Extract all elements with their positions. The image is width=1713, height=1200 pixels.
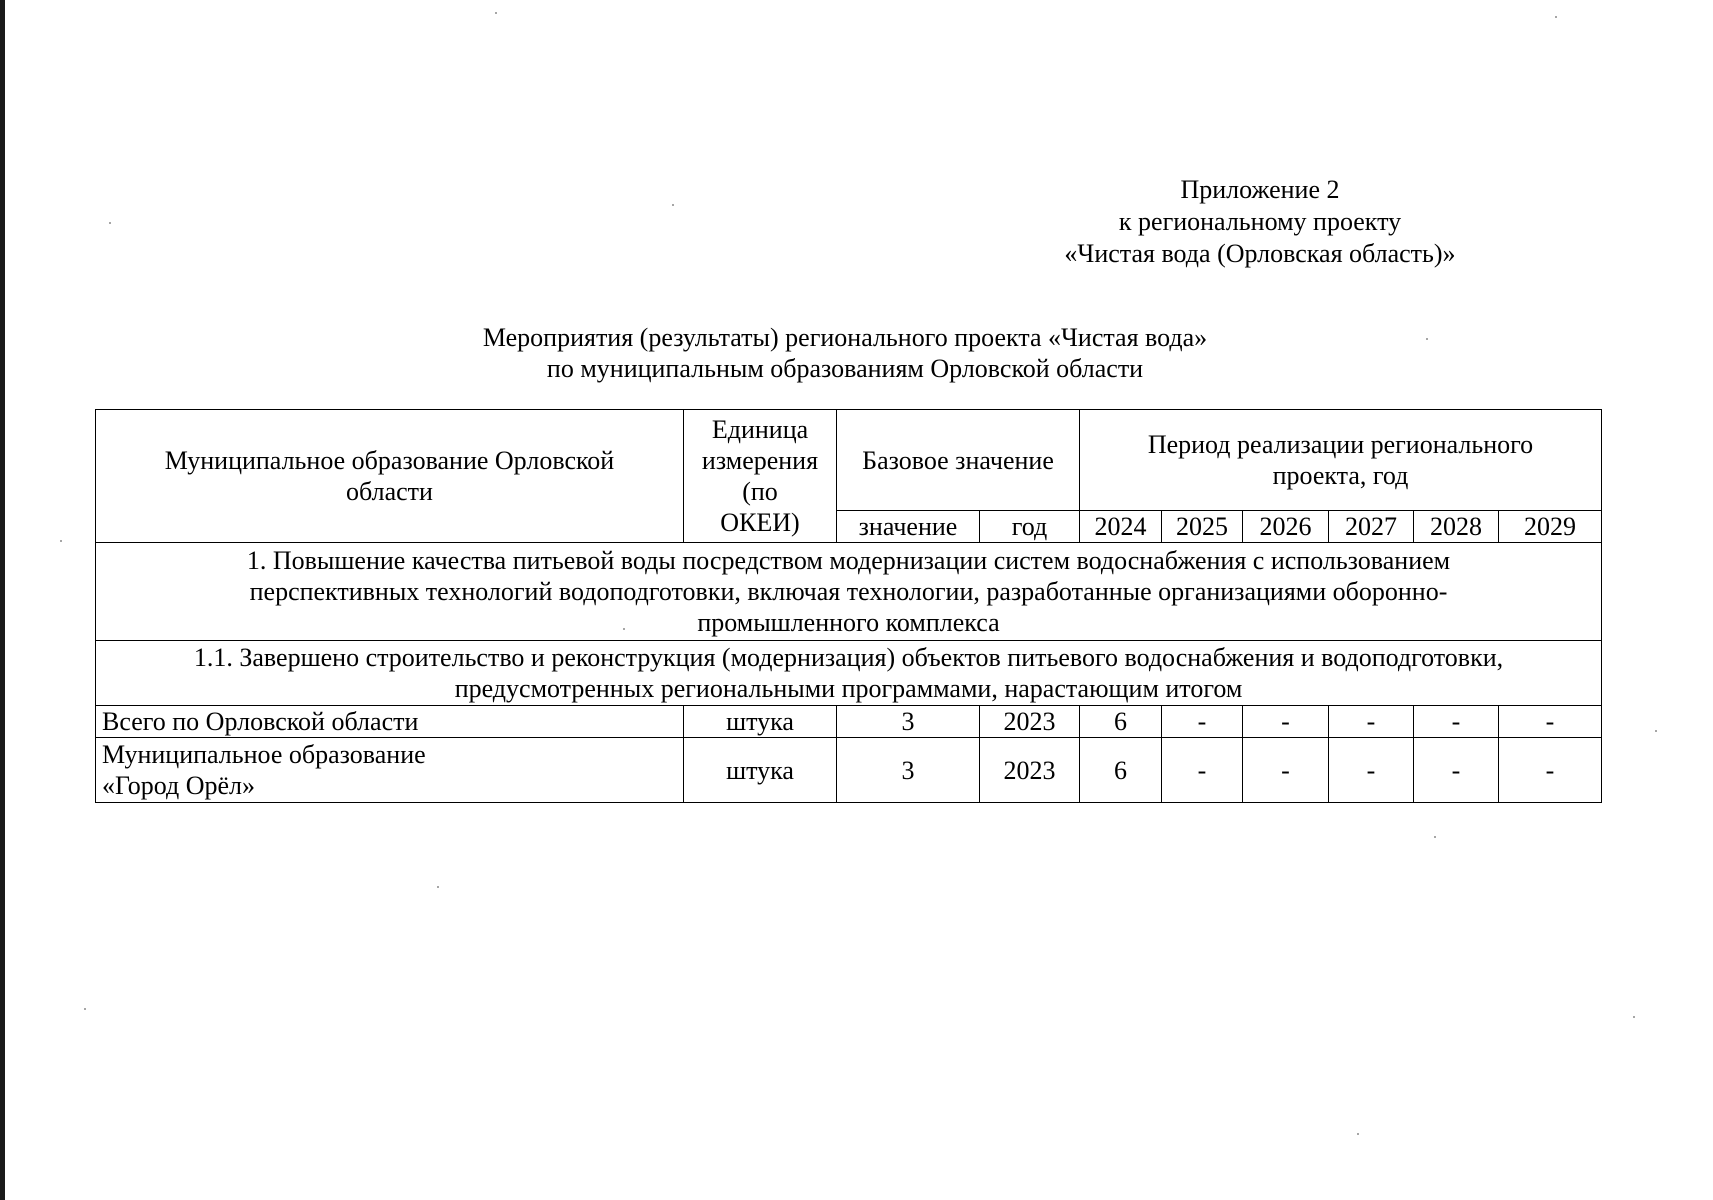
section-row <box>96 543 1602 641</box>
scan-speck <box>1655 730 1657 732</box>
row-base-year: 2023 <box>980 706 1080 738</box>
header-base-value: Базовое значение <box>837 410 1080 511</box>
scan-speck <box>1555 16 1557 18</box>
scan-speck <box>437 886 439 888</box>
table-row <box>96 706 1602 738</box>
scan-speck <box>1357 1133 1359 1135</box>
scan-speck <box>672 204 674 206</box>
header-unit-line: (по <box>742 477 778 506</box>
row-base-value: 3 <box>837 706 980 738</box>
row-value-2029: - <box>1499 738 1602 803</box>
row-value-2026: - <box>1243 706 1329 738</box>
scan-speck <box>84 1008 86 1010</box>
header-year-2025: 2025 <box>1162 511 1243 543</box>
table-row <box>96 738 1602 803</box>
row-value-2025: - <box>1162 706 1243 738</box>
scan-speck <box>1633 1016 1635 1018</box>
row-base-year: 2023 <box>980 738 1080 803</box>
scan-speck <box>60 540 62 542</box>
header-year-2026: 2026 <box>1243 511 1329 543</box>
row-value-2029: - <box>1499 706 1602 738</box>
row-base-value: 3 <box>837 738 980 803</box>
row-value-2028: - <box>1414 706 1499 738</box>
scan-speck <box>109 222 111 224</box>
document-title <box>95 322 1595 384</box>
title-line: Мероприятия (результаты) регионального проекта «Чистая вода» <box>482 323 1208 352</box>
row-value-2028: - <box>1414 738 1499 803</box>
appendix-line: «Чистая вода (Орловская область)» <box>1064 239 1456 268</box>
header-unit-line: ОКЕИ) <box>720 508 800 537</box>
header-year-2027: 2027 <box>1329 511 1414 543</box>
row-value-2024: 6 <box>1080 706 1162 738</box>
appendix-line: Приложение 2 <box>1180 175 1340 204</box>
header-unit <box>684 410 837 543</box>
appendix-line: к региональному проекту <box>1118 207 1402 236</box>
header-year-2028: 2028 <box>1414 511 1499 543</box>
row-value-2027: - <box>1329 738 1414 803</box>
row-unit: штука <box>684 738 837 803</box>
header-unit-line: измерения <box>701 446 819 475</box>
row-municipality <box>96 738 684 803</box>
title-line: по муниципальным образованиям Орловской области <box>546 354 1144 383</box>
row-municipality-line: «Город Орёл» <box>102 771 256 800</box>
scan-edge <box>0 0 5 1200</box>
scan-speck <box>1434 836 1436 838</box>
table-header-row <box>96 410 1602 511</box>
scan-speck <box>495 12 497 14</box>
row-municipality <box>96 706 684 738</box>
header-unit-line: Единица <box>711 415 809 444</box>
header-year-2029: 2029 <box>1499 511 1602 543</box>
header-year-2024: 2024 <box>1080 511 1162 543</box>
subsection-title: 1.1. Завершено строительство и реконструкция (модернизация) объектов питьевого водоснабжения и водоподготовки, предусмотренных региональными программами, нарастающим итогом <box>96 641 1602 706</box>
header-period: Период реализации регионального проекта, год <box>1080 410 1602 511</box>
subsection-row <box>96 641 1602 706</box>
row-unit: штука <box>684 706 837 738</box>
row-value-2026: - <box>1243 738 1329 803</box>
row-municipality-line: Муниципальное образование <box>102 740 426 769</box>
header-value: значение <box>837 511 980 543</box>
row-value-2024: 6 <box>1080 738 1162 803</box>
header-municipality: Муниципальное образование Орловской области <box>96 410 684 543</box>
header-year: год <box>980 511 1080 543</box>
section-title: 1. Повышение качества питьевой воды посредством модернизации систем водоснабжения с использованием перспективных технологий водоподготовки, включая технологии, разработанные организациями оборонно-промышленного комплекса <box>96 543 1602 641</box>
results-table <box>95 409 1602 803</box>
row-municipality-line: Всего по Орловской области <box>102 707 419 736</box>
row-value-2027: - <box>1329 706 1414 738</box>
row-value-2025: - <box>1162 738 1243 803</box>
appendix-header <box>1000 174 1520 270</box>
